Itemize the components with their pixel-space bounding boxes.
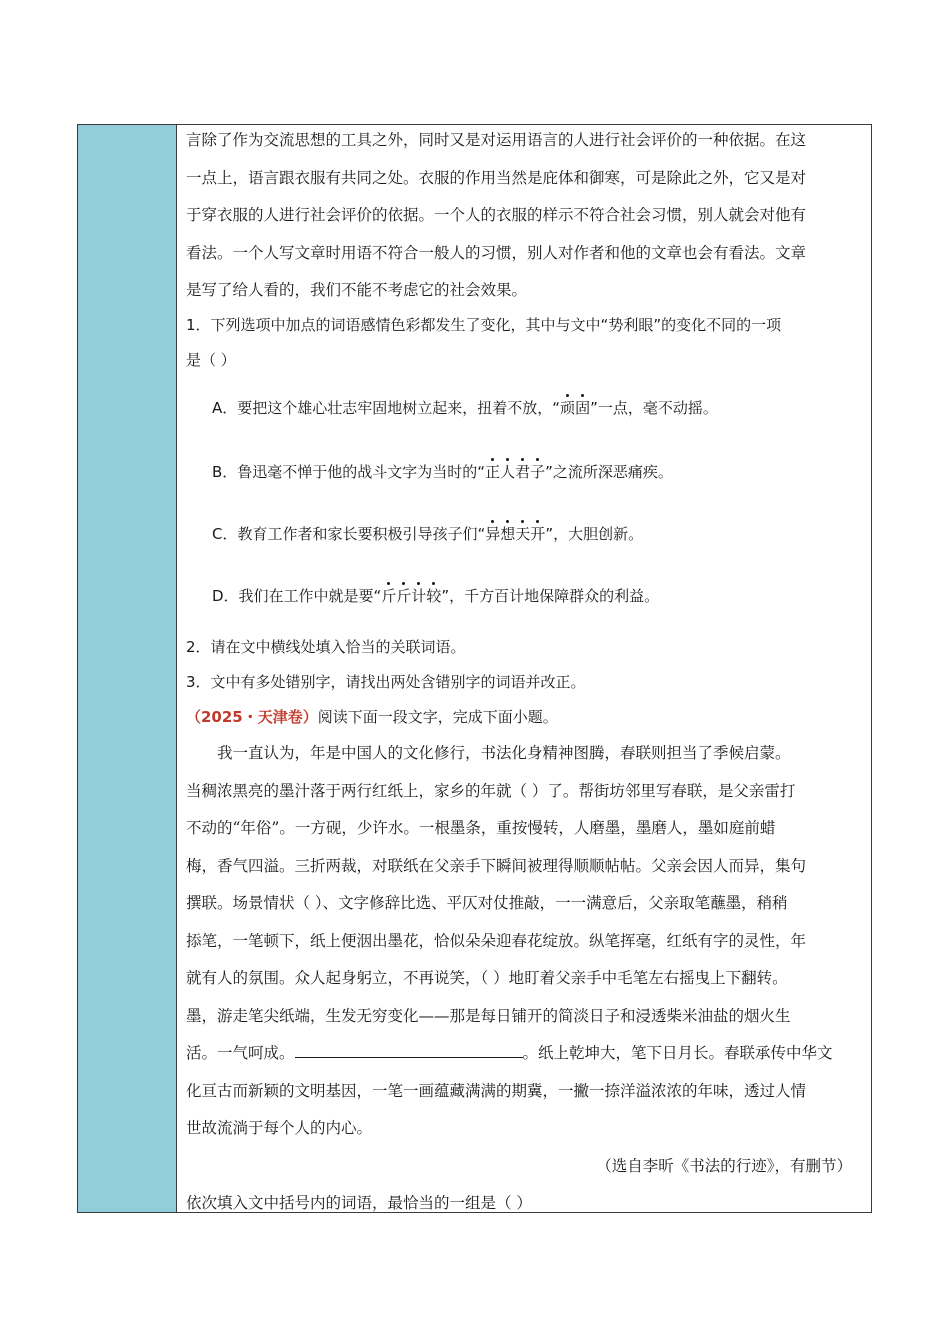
section-2-question: 依次填入文中括号内的词语，最恰当的一组是（ ） [186, 1194, 532, 1212]
passage-line: 我一直认为，年是中国人的文化修行，书法化身精神图腾，春联则担当了季候启蒙。 [217, 744, 791, 762]
dotted-char: 天 [515, 525, 531, 543]
question-3: 3．文中有多处错别字，请找出两处含错别字的词语并改正。 [186, 673, 586, 691]
content-table [77, 124, 872, 1213]
dotted-char: 斤 [396, 587, 412, 605]
passage-line: 于穿衣服的人进行社会评价的依据。一个人的衣服的样示不符合社会习惯，别人就会对他有 [186, 206, 807, 224]
passage-line: 言除了作为交流思想的工具之外，同时又是对运用语言的人进行社会评价的一种依据。在这 [186, 131, 807, 149]
dotted-char: 子 [530, 463, 546, 481]
question-2: 2．请在文中横线处填入恰当的关联词语。 [186, 638, 466, 656]
dotted-char: 君 [515, 463, 531, 481]
passage-line: 不动的“年俗”。一方砚，少许水。一根墨条，重按慢转，人磨墨，墨磨人，墨如庭前蜡 [186, 819, 776, 837]
question-1 [186, 308, 876, 378]
dotted-char: 计 [411, 587, 427, 605]
section-2-intro: 阅读下面一段文字，完成下面小题。 [317, 708, 558, 726]
dotted-char: 较 [426, 587, 442, 605]
passage-line-with-blank [186, 1035, 864, 1073]
passage-1 [186, 122, 864, 310]
passage-line: 是写了给人看的，我们不能不考虑它的社会效果。 [186, 281, 528, 299]
option-b-text: B．鲁迅毫不惮于他的战斗文字为当时的“ [212, 463, 486, 481]
passage-line: 掭笔，一笔顿下，纸上便洇出墨花，恰似朵朵迎春花绽放。纵笔挥毫，红纸有字的灵性，年 [186, 931, 807, 950]
dotted-char: 想 [500, 525, 516, 543]
option-a-text: A．要把这个雄心壮志牢固地树立起来，扭着不放，“ [212, 399, 561, 417]
dotted-char: 人 [500, 463, 516, 481]
dotted-char: 顽 [560, 399, 576, 417]
option-c[interactable] [212, 523, 643, 544]
option-c-text-end: ”，大胆创新。 [545, 525, 644, 543]
passage-line: 一点上，语言跟衣服有共同之处。衣服的作用当然是庇体和御寒，可是除此之外，它又是对 [186, 168, 807, 187]
section-2-header [186, 700, 864, 735]
option-b[interactable] [212, 461, 673, 482]
dotted-char: 异 [485, 525, 501, 543]
passage-line: 就有人的氛围。众人起身躬立，不再说笑，（ ）地盯着父亲手中毛笔左右摇曳上下翻转。 [186, 969, 788, 987]
question-1-line: 是（ ） [186, 351, 236, 369]
option-d-text: D．我们在工作中就是要“ [212, 587, 382, 605]
passage-line: 化亘古而新颖的文明基因，一笔一画蕴藏满满的期冀，一撇一捺洋溢浓浓的年味，透过人情 [186, 1081, 807, 1100]
blank-line-start: 活。一气呵成。 [186, 1044, 295, 1062]
dotted-char: 固 [575, 399, 591, 417]
blank-line-end: 。纸上乾坤大，笔下日月长。春联承传中华文 [522, 1044, 833, 1062]
passage-line: 梅，香气四溢。三折两裁，对联纸在父亲手下瞬间被理得顺顺帖帖。父亲会因人而异，集句 [186, 856, 807, 875]
passage-line: 墨，游走笔尖纸端，生发无穷变化——那是每日铺开的简淡日子和浸透柴米油盐的烟火生 [186, 1006, 791, 1025]
passage-line: 世故流淌于每个人的内心。 [186, 1119, 373, 1137]
dotted-char: 斤 [381, 587, 397, 605]
option-b-text-end: ”之流所深恶痛疾。 [545, 463, 673, 481]
option-d[interactable] [212, 585, 659, 606]
passage-line: 撰联。场景情状（ ）、文字修辞比选、平仄对仗推敲，一一满意后，父亲取笔蘸墨，稍稍 [186, 894, 788, 912]
option-c-text: C．教育工作者和家长要积极引导孩子们“ [212, 525, 486, 543]
source-tag: （2025・天津卷） [186, 708, 318, 726]
fill-in-blank[interactable] [295, 1043, 523, 1058]
citation: （选自李昕《书法的行迹》，有删节） [596, 1156, 852, 1175]
dotted-char: 正 [485, 463, 501, 481]
passage-2 [186, 735, 864, 1223]
dotted-char: 开 [530, 525, 546, 543]
option-d-text-end: ”，千方百计地保障群众的利益。 [441, 587, 660, 605]
option-a[interactable] [212, 397, 718, 418]
question-1-line: 1．下列选项中加点的词语感情色彩都发生了变化，其中与文中“势利眼”的变化不同的一项 [186, 316, 782, 334]
passage-line: 当稠浓黑亮的墨汁落于两行红纸上，家乡的年就（ ）了。帮街坊邻里写春联，是父亲雷打 [186, 781, 796, 800]
sidebar-column [78, 125, 177, 1212]
option-a-text-end: ”一点，毫不动摇。 [590, 399, 718, 417]
passage-line: 看法。一个人写文章时用语不符合一般人的习惯，别人对作者和他的文章也会有看法。文章 [186, 243, 807, 262]
